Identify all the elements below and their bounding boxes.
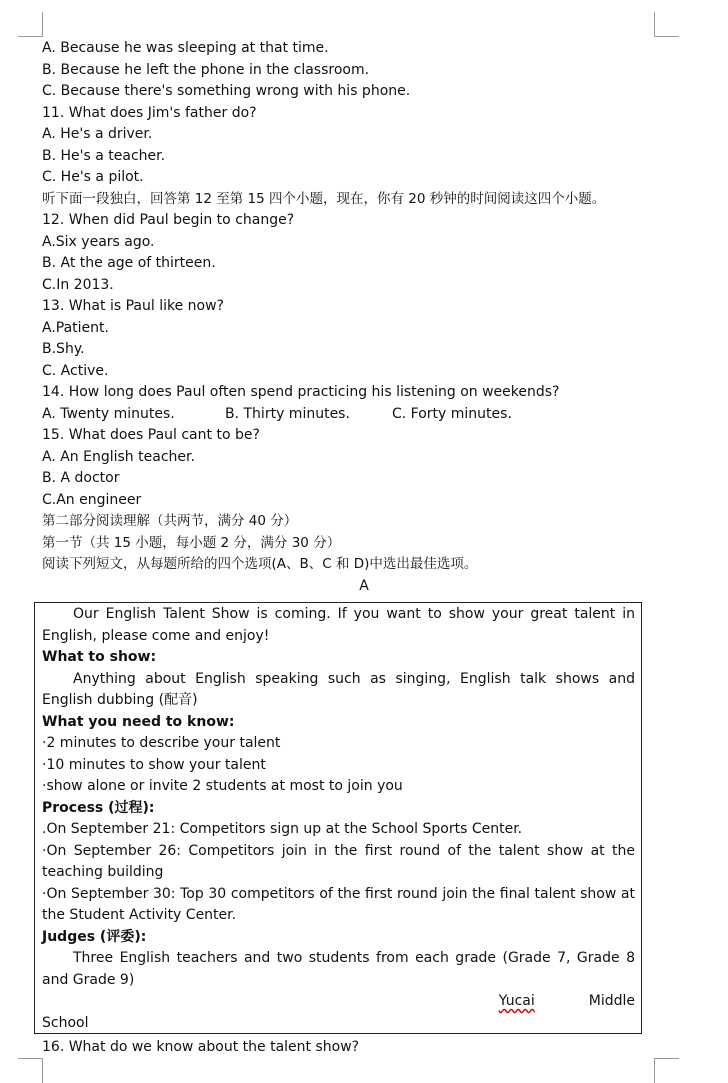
judges-text: Three English teachers and two students from each grade (Grade 7, Grade 8 and Grade 9) xyxy=(42,950,635,988)
section-heading: 第二部分阅读理解（共两节，满分 40 分） xyxy=(42,513,298,529)
process-item: ·On September 30: Top 30 competitors of the first round join the final talent show at the Student Activity Center. xyxy=(42,885,635,923)
signature-line xyxy=(42,991,635,1013)
need-heading: What you need to know: xyxy=(42,713,235,730)
question-line: 14. How long does Paul often spend practicing his listening on weekends? xyxy=(42,384,560,400)
signature-word: Middle xyxy=(588,993,635,1009)
question-line: 13. What is Paul like now? xyxy=(42,298,224,314)
question-line: A. Because he was sleeping at that time. xyxy=(42,40,329,56)
q14-options-row xyxy=(42,404,662,426)
question-line: B. At the age of thirteen. xyxy=(42,255,216,271)
question-line: 12. When did Paul begin to change? xyxy=(42,212,295,228)
passage-intro: Our English Talent Show is coming. If you want to show your great talent in English, please come and enjoy! xyxy=(42,606,635,644)
passage-box xyxy=(34,602,642,1034)
section-subheading: 第一节（共 15 小题，每小题 2 分，满分 30 分） xyxy=(42,534,341,551)
need-item: ·10 minutes to show your talent xyxy=(42,756,266,773)
signature-word: School xyxy=(42,1014,89,1031)
question-section xyxy=(42,38,662,597)
question-line: B. Because he left the phone in the classroom. xyxy=(42,61,370,78)
instruction-line: 听下面一段独白，回答第 12 至第 15 四个小题，现在，你有 20 秒钟的时间阅读这四个小题。 xyxy=(42,190,606,207)
page-corner-mark xyxy=(654,12,679,37)
question-line: C.An engineer xyxy=(42,491,142,508)
page-corner-mark xyxy=(18,1058,43,1083)
question-line: A. An English teacher. xyxy=(42,448,195,465)
process-item: ·On September 26: Competitors join in the first round of the talent show at the teaching building xyxy=(42,842,635,880)
process-heading: Process (过程): xyxy=(42,799,155,816)
process-item: .On September 21: Competitors sign up at the School Sports Center. xyxy=(42,821,523,837)
page-corner-mark xyxy=(18,12,43,37)
question-line: B.Shy. xyxy=(42,341,85,357)
question-line: C. Active. xyxy=(42,362,109,379)
what-heading: What to show: xyxy=(42,649,157,665)
question-line: 16. What do we know about the talent show? xyxy=(42,1039,360,1055)
question-line: 15. What does Paul cant to be? xyxy=(42,427,260,443)
option-a: A. Twenty minutes. xyxy=(42,405,175,422)
page-corner-mark xyxy=(654,1058,679,1083)
question-line: B. A doctor xyxy=(42,470,120,486)
need-item: ·2 minutes to describe your talent xyxy=(42,735,281,751)
question-line: C. He's a pilot. xyxy=(42,169,144,185)
passage-label: A xyxy=(359,577,369,594)
option-c: C. Forty minutes. xyxy=(392,405,512,422)
need-item: ·show alone or invite 2 students at most to join you xyxy=(42,778,403,794)
question-line: A.Six years ago. xyxy=(42,233,155,250)
question-line: C. Because there's something wrong with his phone. xyxy=(42,83,411,99)
signature-word: Yucai xyxy=(498,993,535,1009)
judges-heading: Judges (评委): xyxy=(42,928,147,945)
question-line: A. He's a driver. xyxy=(42,126,153,142)
question-line: B. He's a teacher. xyxy=(42,147,166,164)
reading-instruction: 阅读下列短文，从每题所给的四个选项(A、B、C 和 D)中选出最佳选项。 xyxy=(42,556,478,572)
option-b: B. Thirty minutes. xyxy=(225,405,350,422)
what-text: Anything about English speaking such as singing, English talk shows and English dubbing (配音) xyxy=(42,670,635,708)
question-line: A.Patient. xyxy=(42,319,109,336)
question-line: 11. What does Jim's father do? xyxy=(42,104,257,121)
question-line: C.In 2013. xyxy=(42,276,114,293)
